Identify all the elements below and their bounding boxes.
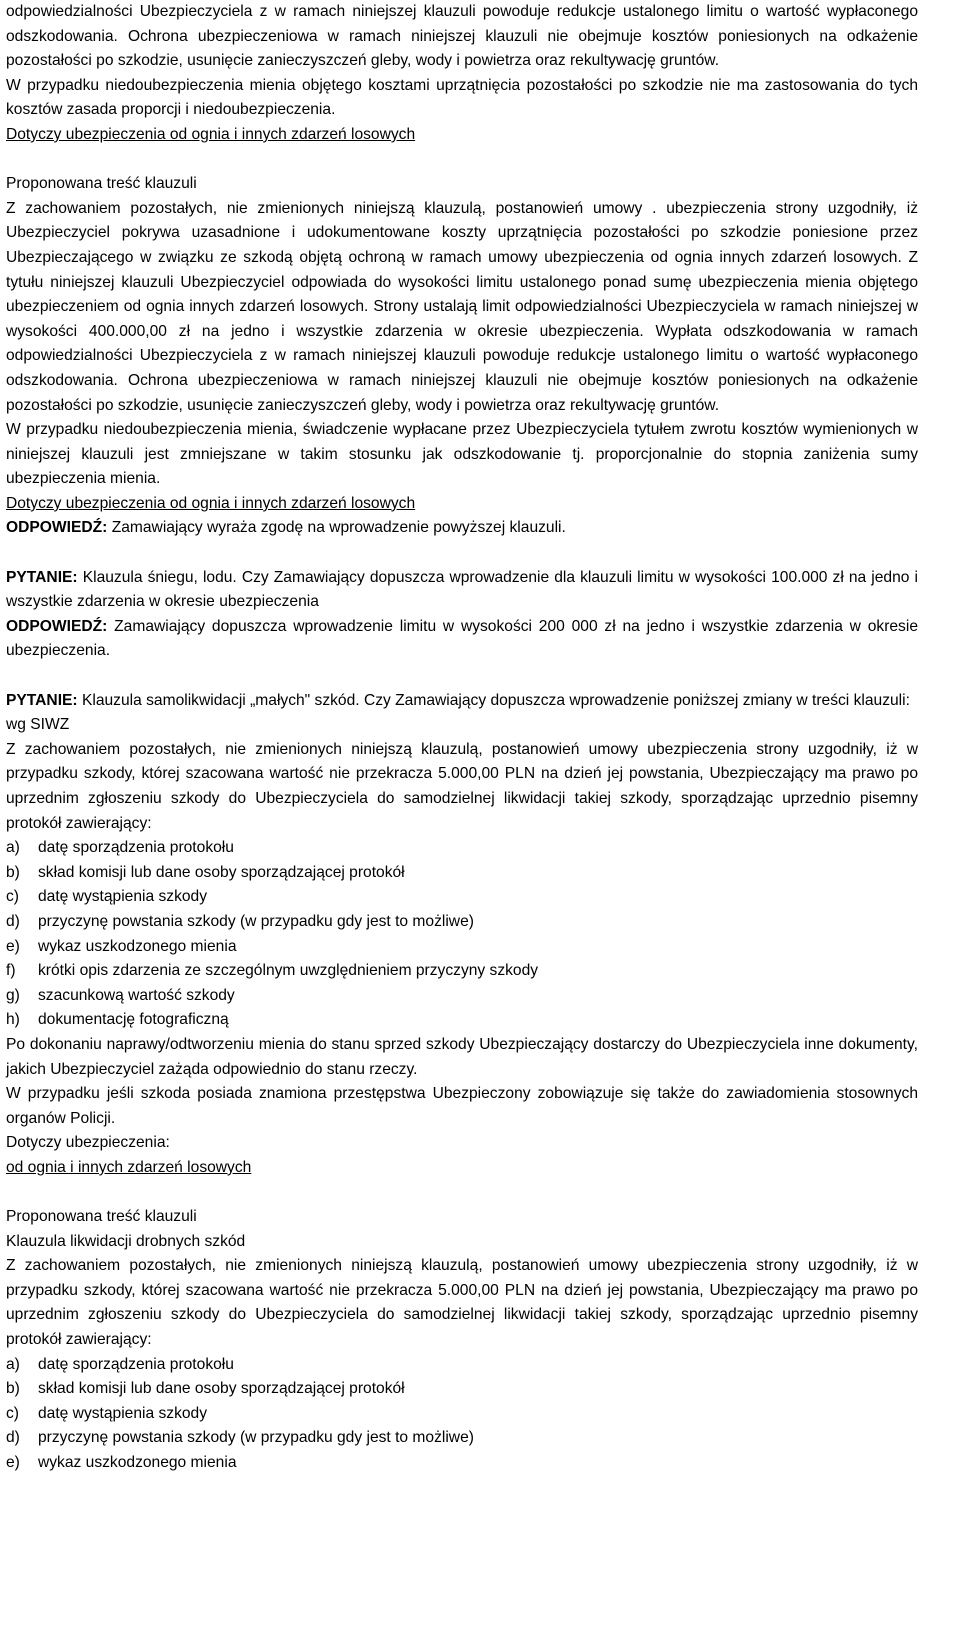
scope-line: od ognia i innych zdarzeń losowych — [6, 1158, 252, 1176]
clause-name: Klauzula likwidacji drobnych szkód — [6, 1232, 246, 1250]
list-item-letter: c) — [6, 1404, 19, 1422]
list-item-text: datę wystąpienia szkody — [38, 1404, 208, 1422]
list-item — [6, 1402, 918, 1427]
list-item — [6, 910, 918, 935]
list-item — [6, 1451, 918, 1476]
list-item-letter: h) — [6, 1011, 20, 1029]
answer-label: ODPOWIEDŹ: — [6, 519, 108, 537]
list-item-text: wykaz uszkodzonego mienia — [38, 1454, 237, 1472]
list-item — [6, 984, 918, 1009]
list-item-text: skład komisji lub dane osoby sporządzającej protokół — [38, 863, 405, 881]
list-item-text: dokumentację fotograficzną — [38, 1011, 229, 1029]
scope-line: Dotyczy ubezpieczenia od ognia i innych zdarzeń losowych — [6, 494, 416, 512]
scope-line: Dotyczy ubezpieczenia od ognia i innych zdarzeń losowych — [6, 125, 416, 143]
clause-intro-paragraph: Z zachowaniem pozostałych, nie zmienionych niniejszą klauzulą, postanowień umowy ubezpieczenia strony uzgodniły, iż w przypadku szkody, której szacowana wartość nie przekracza 5.000,00 PLN na dzień jej powstania, Ubezpieczający ma prawo po uprzednim zgłoszeniu szkody do Ubezpieczyciela do samodzielnej likwidacji takiej szkody, sporządzając uprzednio pisemny protokół zawierający: — [6, 740, 918, 832]
document-page — [6, 0, 918, 1476]
proposed-label: Proponowana treść klauzuli — [6, 1208, 197, 1226]
proposed-underinsurance-paragraph: W przypadku niedoubezpieczenia mienia, świadczenie wypłacane przez Ubezpieczyciela tytułem zwrotu kosztów wymienionych w niniejszej klauzuli jest zmniejszane w takim stosunku jak odszkodowanie tj. proporcjonalnie do stopnia zaniżenia sumy ubezpieczenia mienia. — [6, 421, 918, 488]
list-item-text: krótki opis zdarzenia ze szczególnym uwzględnieniem przyczyny szkody — [38, 962, 539, 980]
clause-intro-paragraph: Z zachowaniem pozostałych, nie zmienionych niniejszą klauzulą, postanowień umowy ubezpieczenia strony uzgodniły, iż w przypadku szkody, której szacowana wartość nie przekracza 5.000,00 PLN na dzień jej powstania, Ubezpieczający ma prawo po uprzednim zgłoszeniu szkody do Ubezpieczyciela do samodzielnej likwidacji takiej szkody, sporządzając uprzednio pisemny protokół zawierający: — [6, 1257, 918, 1349]
list-item-letter: a) — [6, 839, 20, 857]
proposed-label: Proponowana treść klauzuli — [6, 175, 197, 193]
answer-text: Zamawiający wyraża zgodę na wprowadzenie powyższej klauzuli. — [107, 519, 566, 537]
list-item-letter: d) — [6, 1429, 20, 1447]
answer-paragraph — [6, 615, 918, 664]
question-text: Klauzula samolikwidacji „małych" szkód. Czy Zamawiający dopuszcza wprowadzenie poniższej zmiany w treści klauzuli: — [77, 691, 910, 709]
list-item-text: datę sporządzenia protokołu — [38, 839, 234, 857]
list-item-letter: f) — [6, 962, 16, 980]
list-item — [6, 885, 918, 910]
list-item-text: wykaz uszkodzonego mienia — [38, 937, 237, 955]
list-item — [6, 861, 918, 886]
list-item-letter: e) — [6, 1454, 20, 1472]
list-item-text: datę wystąpienia szkody — [38, 888, 208, 906]
answer-paragraph — [6, 516, 918, 541]
list-item — [6, 1377, 918, 1402]
list-item-letter: a) — [6, 1355, 20, 1373]
question-text: Klauzula śniegu, lodu. Czy Zamawiający dopuszcza wprowadzenie dla klauzuli limitu w wysokości 100.000 zł na jedno i wszystkie zdarzenia w okresie ubezpieczenia — [6, 568, 918, 611]
question-paragraph — [6, 566, 918, 615]
scope-label: Dotyczy ubezpieczenia: — [6, 1134, 170, 1152]
list-item-letter: b) — [6, 1380, 20, 1398]
question-label: PYTANIE: — [6, 691, 78, 709]
list-item — [6, 836, 918, 861]
intro-paragraph: odpowiedzialności Ubezpieczyciela z w ramach niniejszej klauzuli powoduje redukcje ustalonego limitu o wartość wypłaconego odszkodowania. Ochrona ubezpieczeniowa w ramach niniejszej klauzuli nie obejmuje kosztów poniesionych na odkażenie pozostałości po szkodzie, usunięcie zanieczyszczeń gleby, wody i powietrza oraz rekultywację gruntów. — [6, 3, 918, 70]
list-item-text: przyczynę powstania szkody (w przypadku gdy jest to możliwe) — [38, 912, 474, 930]
siwz-label: wg SIWZ — [6, 716, 70, 734]
list-item-text: skład komisji lub dane osoby sporządzającej protokół — [38, 1380, 405, 1398]
list-item — [6, 1353, 918, 1378]
answer-text: Zamawiający dopuszcza wprowadzenie limitu w wysokości 200 000 zł na jedno i wszystkie zdarzenia w okresie ubezpieczenia. — [6, 617, 918, 660]
list-item-text: szacunkową wartość szkody — [38, 986, 235, 1004]
list-item-letter: c) — [6, 888, 19, 906]
list-item-letter: d) — [6, 912, 20, 930]
list-item-text: przyczynę powstania szkody (w przypadku gdy jest to możliwe) — [38, 1429, 474, 1447]
list-item-text: datę sporządzenia protokołu — [38, 1355, 234, 1373]
intro-underinsurance-paragraph: W przypadku niedoubezpieczenia mienia objętego kosztami uprzątnięcia pozostałości po szkodzie nie ma zastosowania do tych kosztów zasada proporcji i niedoubezpieczenia. — [6, 76, 918, 119]
after-repair-paragraph: Po dokonaniu naprawy/odtworzeniu mienia do stanu sprzed szkody Ubezpieczający dostarczy do Ubezpieczyciela inne dokumenty, jakich Ubezpieczyciel zażąda odpowiednio do stanu rzeczy. — [6, 1035, 918, 1078]
police-notice-paragraph: W przypadku jeśli szkoda posiada znamiona przestępstwa Ubezpieczony zobowiązuje się także do zawiadomienia stosownych organów Policji. — [6, 1085, 918, 1127]
answer-label: ODPOWIEDŹ: — [6, 617, 108, 635]
question-label: PYTANIE: — [6, 568, 78, 586]
question-paragraph — [6, 689, 918, 714]
list-item — [6, 959, 918, 984]
list-item — [6, 1008, 918, 1033]
protocol-list — [6, 836, 918, 1033]
list-item — [6, 935, 918, 960]
list-item-letter: e) — [6, 937, 20, 955]
protocol-list — [6, 1353, 918, 1476]
list-item-letter: g) — [6, 986, 20, 1004]
list-item — [6, 1426, 918, 1451]
list-item-letter: b) — [6, 863, 20, 881]
proposed-clause-paragraph: Z zachowaniem pozostałych, nie zmienionych niniejszą klauzulą, postanowień umowy . ubezpieczenia strony uzgodniły, iż Ubezpieczyciel pokrywa uzasadnione i udokumentowane koszty uprzątnięcia pozostałości po szkodzie poniesione przez Ubezpieczającego w związku ze szkodą objętą ochroną w ramach umowy ubezpieczenia od ognia innych zdarzeń losowych. Z tytułu niniejszej klauzuli Ubezpieczyciel odpowiada do wysokości limitu ustalonego ponad sumę ubezpieczenia mienia objętego ubezpieczeniem od ognia innych zdarzeń losowych. Strony ustalają limit odpowiedzialności Ubezpieczyciela w ramach niniejszej w wysokości 400.000,00 zł na jedno i wszystkie zdarzenia w okresie ubezpieczenia. Wypłata odszkodowania w ramach odpowiedzialności Ubezpieczyciela z w ramach niniejszej klauzuli powoduje redukcje ustalonego limitu o wartość wypłaconego odszkodowania. Ochrona ubezpieczeniowa w ramach niniejszej klauzuli nie obejmuje kosztów poniesionych na odkażenie pozostałości po szkodzie, usunięcie zanieczyszczeń gleby, wody i powietrza oraz rekultywację gruntów. — [6, 199, 918, 414]
